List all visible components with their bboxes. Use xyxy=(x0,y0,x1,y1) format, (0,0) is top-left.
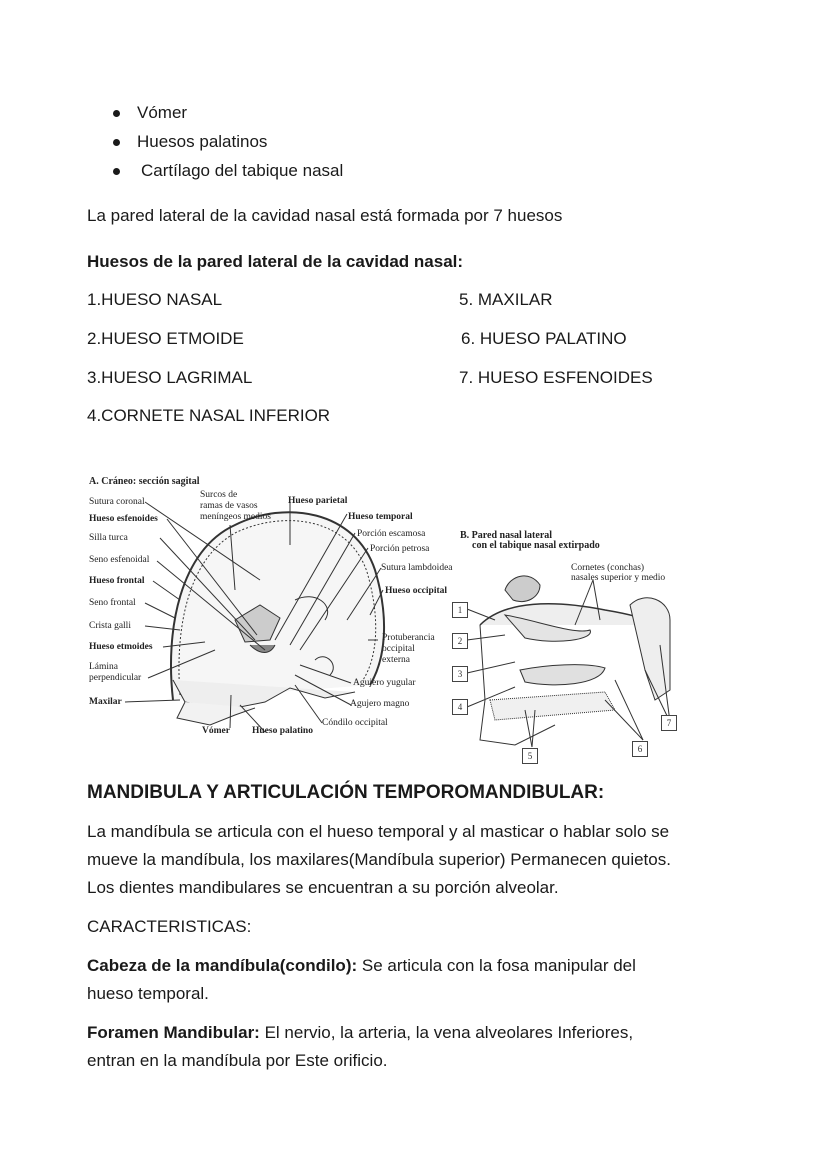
bone-item: 7. HUESO ESFENOIDES xyxy=(459,368,653,387)
characteristic-text: El nervio, la arteria, la vena alveolares Inferiores, xyxy=(259,1023,634,1042)
skull-figure xyxy=(85,470,690,770)
figure-label: Hueso etmoides xyxy=(89,642,153,652)
bullet-icon xyxy=(113,139,120,146)
figure-label: Hueso temporal xyxy=(348,512,413,522)
characteristic-item xyxy=(87,1019,767,1075)
figure-label: nasales superior y medio xyxy=(571,573,666,583)
figure-label: Maxilar xyxy=(89,697,122,707)
figure-label: meníngeos medios xyxy=(200,512,271,522)
characteristic-text: hueso temporal. xyxy=(87,984,209,1003)
list-item xyxy=(108,102,343,131)
number-box: 6 xyxy=(632,741,648,757)
figure-label: Crista galli xyxy=(89,621,131,631)
list-item xyxy=(108,131,343,160)
figure-label: Porción escamosa xyxy=(357,529,426,539)
characteristic-item xyxy=(87,952,767,1008)
number-box: 3 xyxy=(452,666,468,682)
bones-heading: Huesos de la pared lateral de la cavidad nasal: xyxy=(87,252,464,271)
paragraph-line: Los dientes mandibulares se encuentran a su porción alveolar. xyxy=(87,878,559,897)
bone-item: 1.HUESO NASAL xyxy=(87,290,223,309)
bullet-icon xyxy=(113,168,120,175)
figure-label: Hueso occipital xyxy=(385,586,448,596)
list-item-text: Huesos palatinos xyxy=(137,132,268,151)
figure-label: Agujero yugular xyxy=(353,678,416,688)
intro-sentence: La pared lateral de la cavidad nasal está formada por 7 huesos xyxy=(87,206,563,225)
figure-label: Seno frontal xyxy=(89,598,136,608)
characteristic-term: Foramen Mandibular: xyxy=(87,1023,260,1042)
figure-label: Surcos de xyxy=(200,490,238,500)
number-box: 7 xyxy=(661,715,677,731)
paragraph-line: La mandíbula se articula con el hueso temporal y al masticar o hablar solo se xyxy=(87,822,670,841)
figure-label: Agujero magno xyxy=(350,699,410,709)
bone-item: 6. HUESO PALATINO xyxy=(461,329,627,348)
figure-label: Hueso palatino xyxy=(252,726,313,736)
number-box: 4 xyxy=(452,699,468,715)
figure-label: Lámina xyxy=(89,662,119,672)
figure-label: occipital xyxy=(382,644,415,654)
number-box: 1 xyxy=(452,602,468,618)
figure-label: perpendicular xyxy=(89,673,142,683)
figure-label: Cóndilo occipital xyxy=(322,718,388,728)
section-heading: MANDIBULA Y ARTICULACIÓN TEMPOROMANDIBULAR: xyxy=(87,782,605,803)
panel-b-title: con el tabique nasal extirpado xyxy=(472,540,600,551)
paragraph-line: mueve la mandíbula, los maxilares(Mandíbula superior) Permanecen quietos. xyxy=(87,850,671,869)
figure-label: Sutura lambdoidea xyxy=(381,563,453,573)
characteristic-term: Cabeza de la mandíbula(condilo): xyxy=(87,956,358,975)
bone-item: 3.HUESO LAGRIMAL xyxy=(87,368,253,387)
figure-label: Hueso esfenoides xyxy=(89,514,158,524)
number-box: 5 xyxy=(522,748,538,764)
panel-a-title: A. Cráneo: sección sagital xyxy=(89,476,200,487)
figure-label: Hueso parietal xyxy=(288,496,348,506)
bullet-icon xyxy=(113,110,120,117)
skull-vault xyxy=(171,512,384,700)
list-item-text: Cartílago del tabique nasal xyxy=(141,161,344,180)
figure-label: Sutura coronal xyxy=(89,497,145,507)
bone-item: 2.HUESO ETMOIDE xyxy=(87,329,244,348)
figure-label: ramas de vasos xyxy=(200,501,258,511)
figure-label: Silla turca xyxy=(89,533,128,543)
characteristics-label: CARACTERISTICAS: xyxy=(87,917,252,936)
figure-label: Cornetes (conchas) xyxy=(571,563,645,573)
panel-b-title: B. Pared nasal lateral xyxy=(460,530,553,541)
section-paragraph xyxy=(87,818,767,902)
figure-label: Seno esfenoidal xyxy=(89,555,150,565)
list-item xyxy=(108,160,343,189)
figure-label: externa xyxy=(382,655,410,665)
bullet-list xyxy=(108,102,343,189)
figure-label: Vómer xyxy=(202,726,230,736)
figure-label: Porción petrosa xyxy=(370,544,430,554)
figure-label: Hueso frontal xyxy=(89,576,145,586)
bone-item: 5. MAXILAR xyxy=(459,290,553,309)
characteristic-text: entran en la mandíbula por Este orificio. xyxy=(87,1051,388,1070)
list-item-text: Vómer xyxy=(137,103,188,122)
figure-label: Protuberancia xyxy=(382,633,435,643)
number-box: 2 xyxy=(452,633,468,649)
bone-item: 4.CORNETE NASAL INFERIOR xyxy=(87,406,331,425)
characteristic-text: Se articula con la fosa manipular del xyxy=(357,956,636,975)
